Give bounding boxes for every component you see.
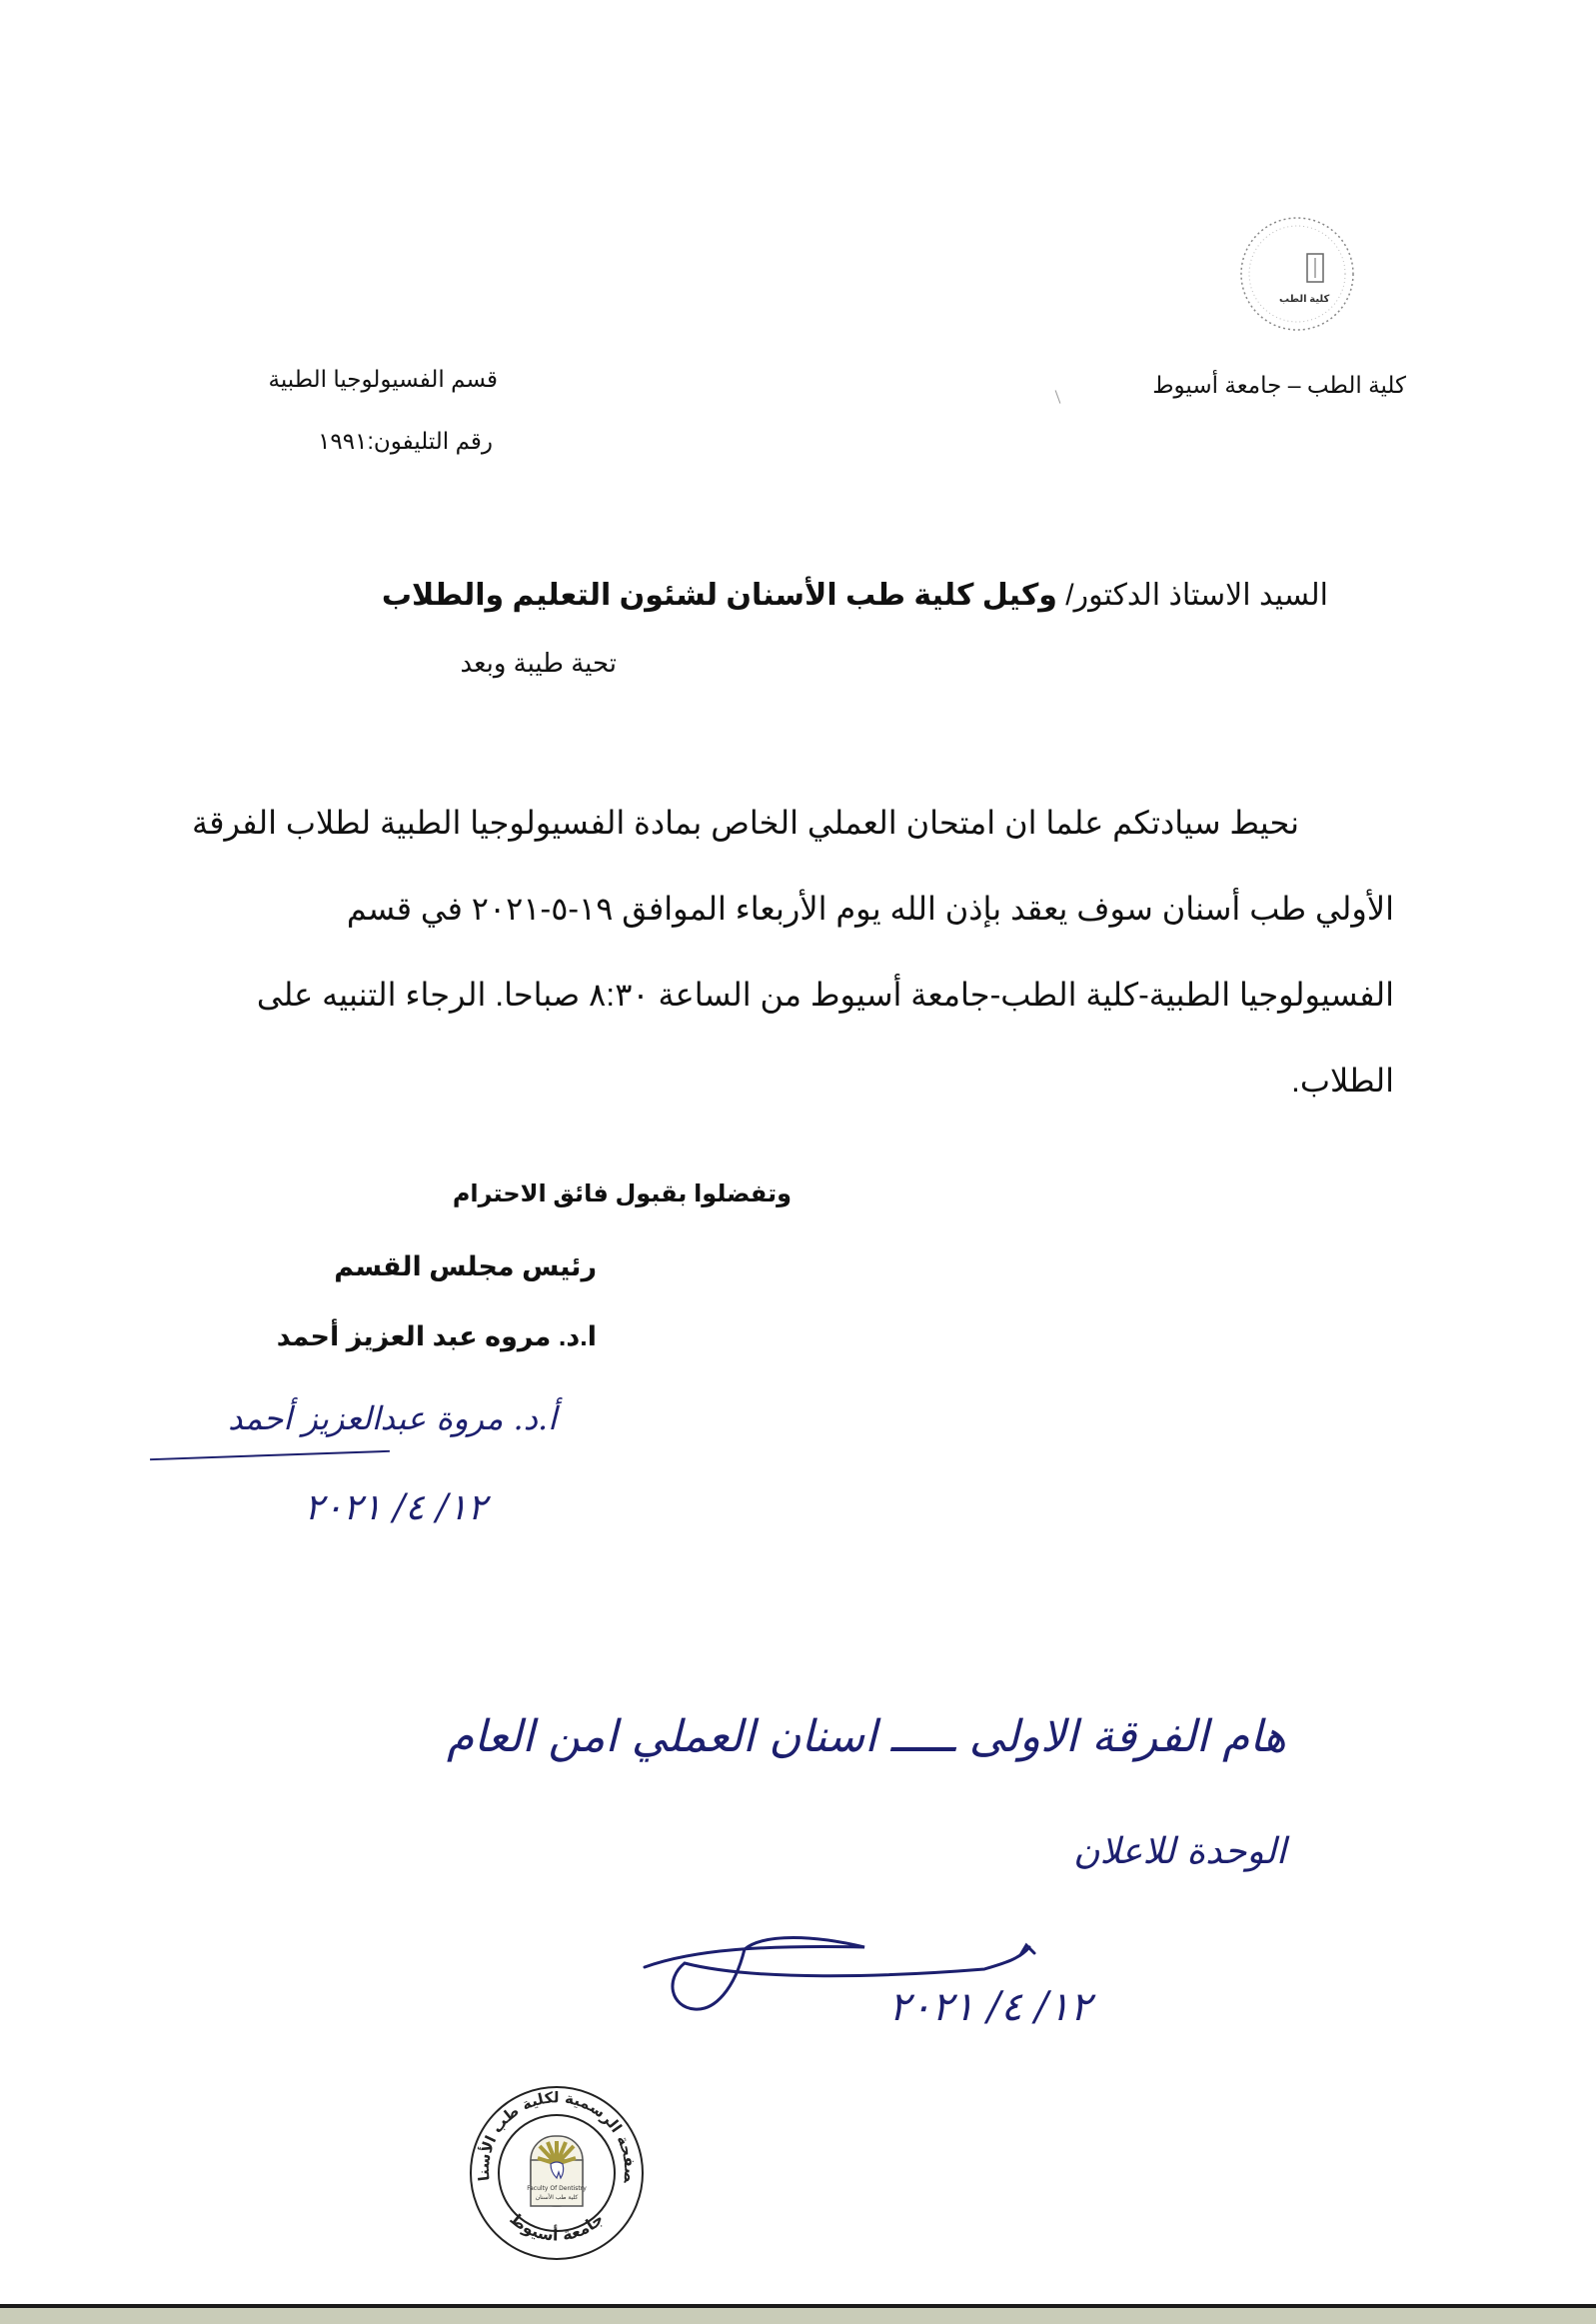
closing-line: وتفضلوا بقبول فائق الاحترام bbox=[452, 1180, 792, 1207]
body-line: الأولي طب أسنان سوف يعقد بإذن الله يوم الأربعاء الموافق ١٩-٥-٢٠٢١ في قسم bbox=[346, 891, 1394, 927]
margin-tick bbox=[1055, 390, 1061, 403]
faculty-logo bbox=[1235, 212, 1359, 336]
stamp-ring-top: صفحة الرسمية لكلية طب الأسنان bbox=[474, 2088, 640, 2184]
addressee-title: وكيل كلية طب الأسنان لشئون التعليم والطلاب bbox=[381, 579, 1057, 612]
stamp-inner-ar: كلية طب الأسنان bbox=[535, 2194, 579, 2201]
signatory-title: رئيس مجلس القسم bbox=[334, 1251, 597, 1281]
handwritten-signature-name: أ.د. مروة عبدالعزيز أحمد bbox=[228, 1399, 557, 1437]
stamp-inner-en: Faculty Of Dentistry bbox=[527, 2185, 587, 2192]
crescent-seal-icon bbox=[1235, 212, 1359, 336]
signatory-name: ا.د. مروه عبد العزيز أحمد bbox=[276, 1321, 597, 1351]
addressee bbox=[382, 578, 1328, 613]
stamp-ring-bottom: جامعة أسيوط bbox=[506, 2208, 608, 2245]
body-line: الفسيولوجيا الطبية-كلية الطب-جامعة أسيوط من الساعة ٨:٣٠ صباحا. الرجاء التنبيه على bbox=[256, 977, 1394, 1013]
handwritten-note-date: ١٢/ ٤/ ٢٠٢١ bbox=[888, 1984, 1091, 2030]
handwritten-note-line2: الوحدة للاعلان bbox=[1073, 1831, 1286, 1872]
scanner-edge bbox=[0, 2304, 1596, 2324]
addressee-prefix: السيد الاستاذ الدكتور/ bbox=[1065, 579, 1328, 612]
greeting: تحية طيبة وبعد bbox=[460, 648, 617, 678]
institution-name: كلية الطب – جامعة أسيوط bbox=[1152, 372, 1406, 398]
letter-body bbox=[150, 780, 1394, 1124]
logo-label: كلية الطب bbox=[1279, 294, 1330, 305]
department-name: قسم الفسيولوجيا الطبية bbox=[268, 366, 498, 392]
official-stamp bbox=[468, 2084, 646, 2262]
stamp-seal-icon bbox=[468, 2084, 646, 2262]
body-line: نحيط سيادتكم علما ان امتحان العملي الخاص بمادة الفسيولوجيا الطبية لطلاب الفرقة bbox=[192, 805, 1299, 841]
handwritten-note-line1: هام الفرقة الاولى ـــــ اسنان العملي امن العام bbox=[446, 1711, 1286, 1762]
department-phone: رقم التليفون:١٩٩١ bbox=[318, 428, 493, 454]
body-line: الطلاب. bbox=[1291, 1063, 1394, 1099]
signature-underline bbox=[150, 1450, 390, 1460]
handwritten-signature-date: ١٢/ ٤/ ٢٠٢١ bbox=[304, 1487, 487, 1528]
